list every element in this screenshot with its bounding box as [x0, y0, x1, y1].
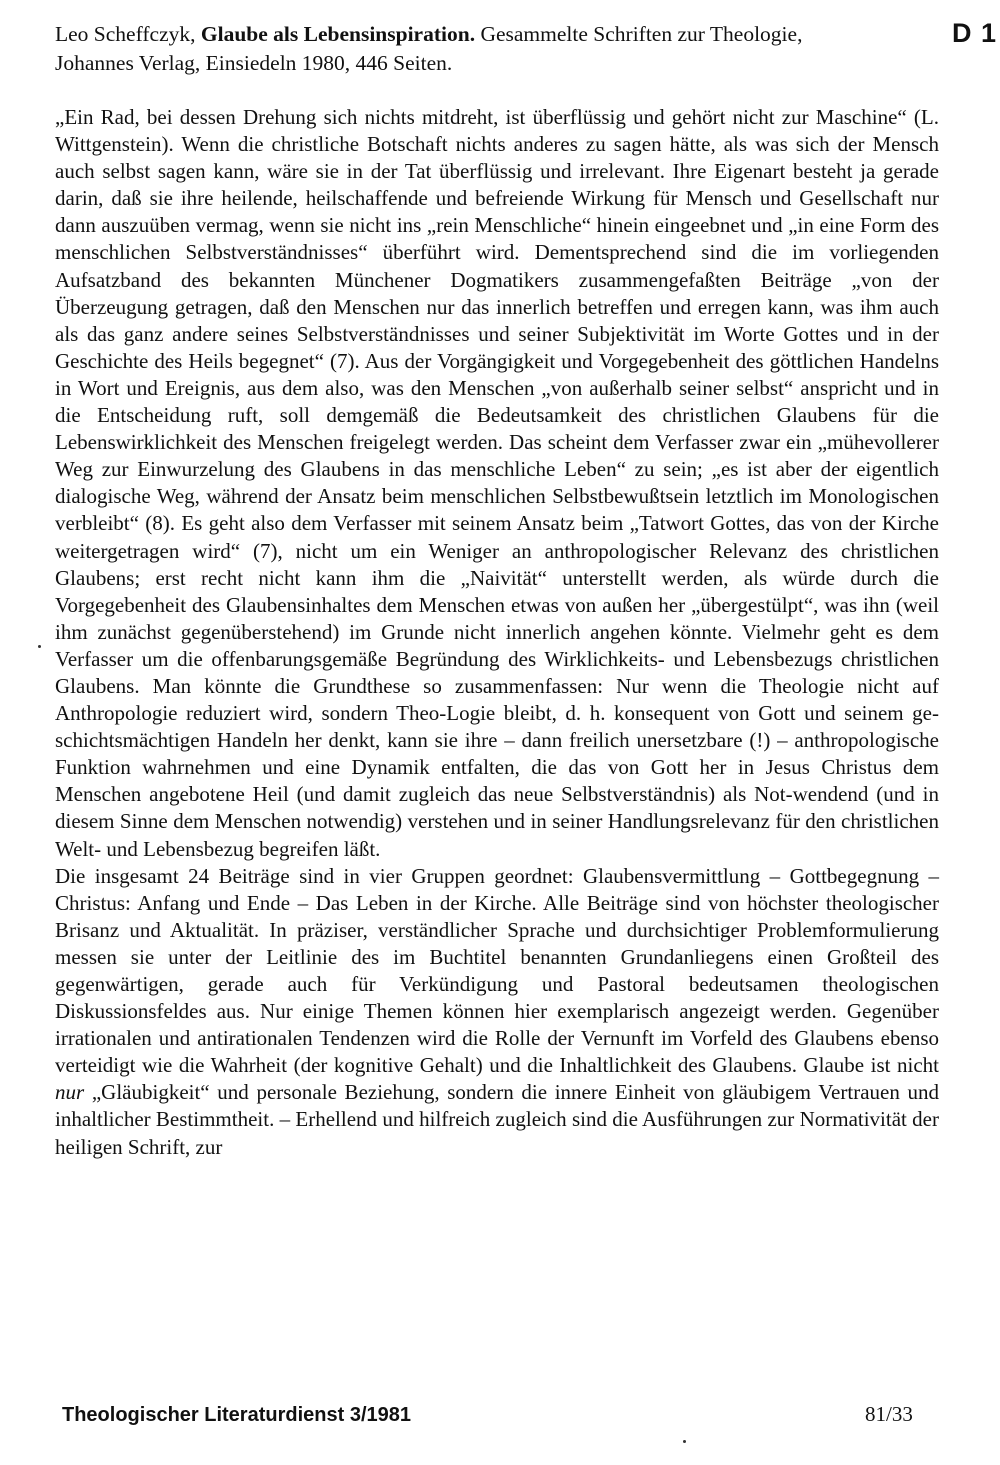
- paragraph-2-part-2: „Gläubigkeit“ und personale Beziehung, sondern die innere Einheit von gläubigem Vertrauen und inhaltlicher Bestimmtheit. – Erhellend und hilfreich zugleich sind die Ausführungen zur Normativität der heiligen Schrift, zur: [55, 1080, 939, 1159]
- paragraph-1: „Ein Rad, bei dessen Drehung sich nichts mitdreht, ist überflüssig und gehört nicht zur Maschine“ (L. Wittgenstein). Wenn die christliche Botschaft nichts anderes zu sagen hätte, als was sich der Mensch auch selbst sagen kann, wäre sie in der Tat überflüssig und irrelevant. Ihre Eigenart besteht ja gerade darin, daß sie ihre heilende, heilschaffende und befreiende Wirkung für Mensch und Gesellschaft nur dann auszuüben vermag, wenn sie nicht ins „rein Menschliche“ hinein eingeebnet und „in eine Form des menschlichen Selbstverständnisses“ überführt wird. Dementsprechend sind die im vorliegenden Aufsatzband des bekannten Münchener Dogmatikers zusammengefaßten Beiträge „von der Überzeugung getragen, daß den Menschen nur das innerlich betreffen und erregen kann, was ihm auch als das ganz andere seines Selbstverständnisses und seiner Subjektivität im Worte Gottes und in der Geschichte des Heils begegnet“ (7). Aus der Vorgängigkeit und Vorgegebenheit des göttlichen Handelns in Wort und Ereignis, aus dem also, was den Menschen „von außerhalb seiner selbst“ anspricht und in die Entscheidung ruft, soll demgemäß die Bedeutsamkeit des christlichen Glaubens für die Lebenswirklichkeit des Menschen freigelegt werden. Das scheint dem Verfasser zwar ein „mühevollerer Weg zur Einwurzelung des Glaubens in das menschliche Leben“ zu sein; „es ist aber der eigentlich dialogische Weg, während der Ansatz beim menschlichen Selbstbewußtsein letztlich im Monologischen verbleibt“ (8). Es geht also dem Verfasser mit seinem Ansatz beim „Tatwort Gottes, das von der Kirche weitergetragen wird“ (7), nicht um ein Weniger an anthropologischer Relevanz des christlichen Glaubens; erst recht nicht kann ihm die „Naivität“ unterstellt werden, als würde durch die Vorgegebenheit des Glaubensinhaltes dem Menschen etwas von außen her „übergestülpt“, was ihn (weil ihm zunächst gegenüberstehend) im Grunde nicht innerlich angehen könnte. Vielmehr geht es dem Verfasser um die offenbarungsgemäße Begründung des Wirklichkeits- und Lebensbezugs christlichen Glaubens. Man könnte die Grundthese so zusammenfassen: Nur wenn die Theologie nicht auf Anthropologie reduziert wird, sondern Theo-Logie bleibt, d. h. konsequent von Gott und seinem geschichtsmächtigen Handeln her denkt, kann sie ihre – dann freilich unersetzbare (!) – anthropologische Funktion wahrnehmen und eine Dynamik entfalten, die das von Gott her in Jesus Christus dem Menschen angebotene Heil (und damit zugleich das neue Selbstverständnis) als Not-wendend (und in diesem Sinne dem Menschen notwendig) verstehen und in seiner Handlungsrelevanz für den christlichen Welt- und Lebensbezug begreifen läßt.: [55, 105, 939, 861]
- book-subtitle: Gesammelte Schriften zur Theologie,: [480, 22, 803, 46]
- paragraph-2: [55, 863, 939, 1161]
- book-title: Glaube als Lebensinspiration.: [200, 22, 476, 46]
- review-body: [55, 104, 939, 1161]
- paragraph-2-part-1: Die insgesamt 24 Beiträge sind in vier Gruppen geordnet: Glaubensvermittlung – Gottbegegnung – Christus: Anfang und Ende – Das Leben in der Kirche. Alle Beiträge sind von höchster theologischer Brisanz und Aktualität. In präziser, verständlicher Sprache und durchsichtiger Problemformulierung messen sie unter der Leitlinie des im Buchtitel benannten Grundanliegens einen Großteil des gegenwärtigen, gerade auch für Verkündigung und Pastoral bedeutsamen theologischen Diskussionsfeldes aus. Nur einige Themen können hier exemplarisch angezeigt werden. Gegenüber irrationalen und antirationalen Tendenzen wird die Rolle der Vernunft im Vorfeld des Glaubens ebenso verteidigt wie die Wahrheit (der kognitive Gehalt) und die Inhaltlichkeit des Glaubens. Glaube ist nicht: [55, 863, 939, 1078]
- publisher-info: Johannes Verlag, Einsiedeln 1980, 446 Seiten.: [55, 51, 453, 75]
- scan-speck: [683, 1440, 686, 1443]
- emphasis-nur: nur: [55, 1080, 85, 1105]
- scan-speck: [38, 645, 41, 648]
- page-number: 81/33: [865, 1402, 913, 1426]
- section-code: D 1: [952, 18, 998, 48]
- author-name: Leo Scheffczyk,: [55, 22, 196, 46]
- citation-header: [55, 20, 945, 78]
- journal-footer: Theologischer Literaturdienst 3/1981: [62, 1404, 411, 1426]
